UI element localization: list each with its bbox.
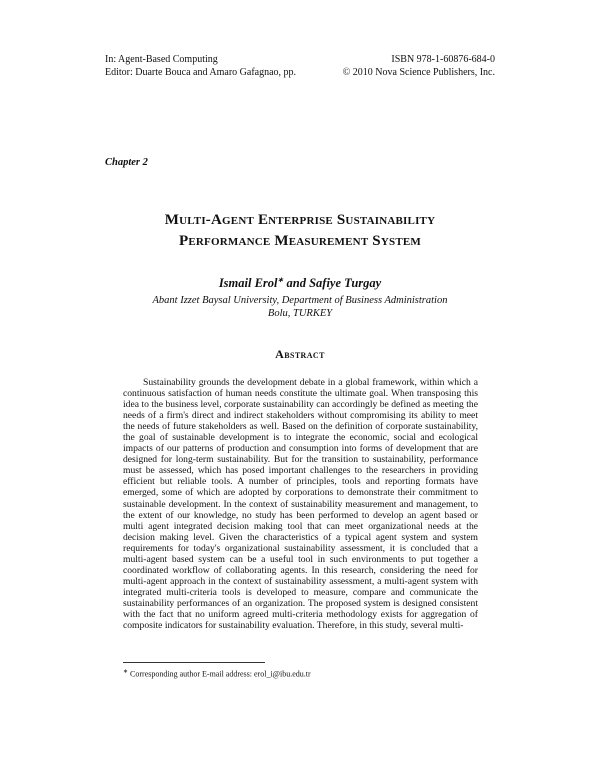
author-1: Ismail Erol (218, 276, 278, 291)
book-editors: Editor: Duarte Bouca and Amaro Gafagnao, pp. (105, 67, 297, 78)
running-header-left (105, 53, 296, 79)
abstract-body: Sustainability grounds the development debate in a global framework, within which a continuous satisfaction of human needs constitute the ultimate goal. When transposing this idea to the business level, corporate sustainability can accordingly be defined as meeting the needs of a firm's direct and indirect stakeholders without compromising its ability to meet the needs of future stakeholders as well. Based on the definition of corporate sustainability, the goal of sustainable development is to integrate the economic, social and ecological impacts of our patterns of production and consumption into forms of development that are designed for long-term sustainability. But for the transition to sustainability, performance must be assessed, which has posed important challenges to the researchers in providing efficient but reliable tools. A number of principles, tools and reporting formats have emerged, some of which are adopted by corporations to demonstrate their commitment to sustainable development. In the context of sustainability measurement and management, to the extent of our knowledge, no study has been performed to develop an agent based or multi agent integrated decision making tool that can meet organizational needs at the decision making level. Given the characteristics of a typical agent system and system requirements for today's organizational sustainability assessment, it is concluded that a multi-agent based system can be a useful tool in such environments to put together a coordinated workflow of collaborating agents. In this research, considering the need for multi-agent approach in the context of sustainability assessment, a multi-agent system with integrated multi-criteria tools is developed to measure, compare and communicate the sustainability performances of an organization. The proposed system is designed consistent with the fact that no uniform agreed multi-criteria methodology exists for aggregation of composite indicators for sustainability evaluation. Therefore, in this study, several multi- (123, 377, 478, 632)
book-title: In: Agent-Based Computing (105, 54, 218, 65)
author-list (0, 276, 600, 291)
footnote-divider (123, 662, 265, 663)
isbn: ISBN 978-1-60876-684-0 (391, 54, 495, 65)
author-2: and Safiye Turgay (283, 276, 382, 291)
title-line-1: Multi-Agent Enterprise Sustainability (164, 212, 436, 228)
chapter-label: Chapter 2 (105, 157, 148, 168)
copyright: © 2010 Nova Science Publishers, Inc. (342, 67, 495, 78)
affiliation-line-2: Bolu, TURKEY (267, 308, 333, 319)
footnote-text: Corresponding author E-mail address: erol_i@ibu.edu.tr (128, 669, 311, 679)
paper-title (0, 210, 600, 252)
footnote (123, 668, 311, 679)
affiliation (0, 294, 600, 320)
running-header-right (343, 53, 495, 79)
footnote-symbol: ∗ (123, 669, 129, 675)
title-line-2: Performance Measurement System (179, 233, 421, 249)
affiliation-line-1: Abant Izzet Baysal University, Department of Business Administration (152, 295, 448, 306)
abstract-heading: Abstract (275, 347, 325, 361)
footnote-marker: ∗ (277, 276, 284, 284)
